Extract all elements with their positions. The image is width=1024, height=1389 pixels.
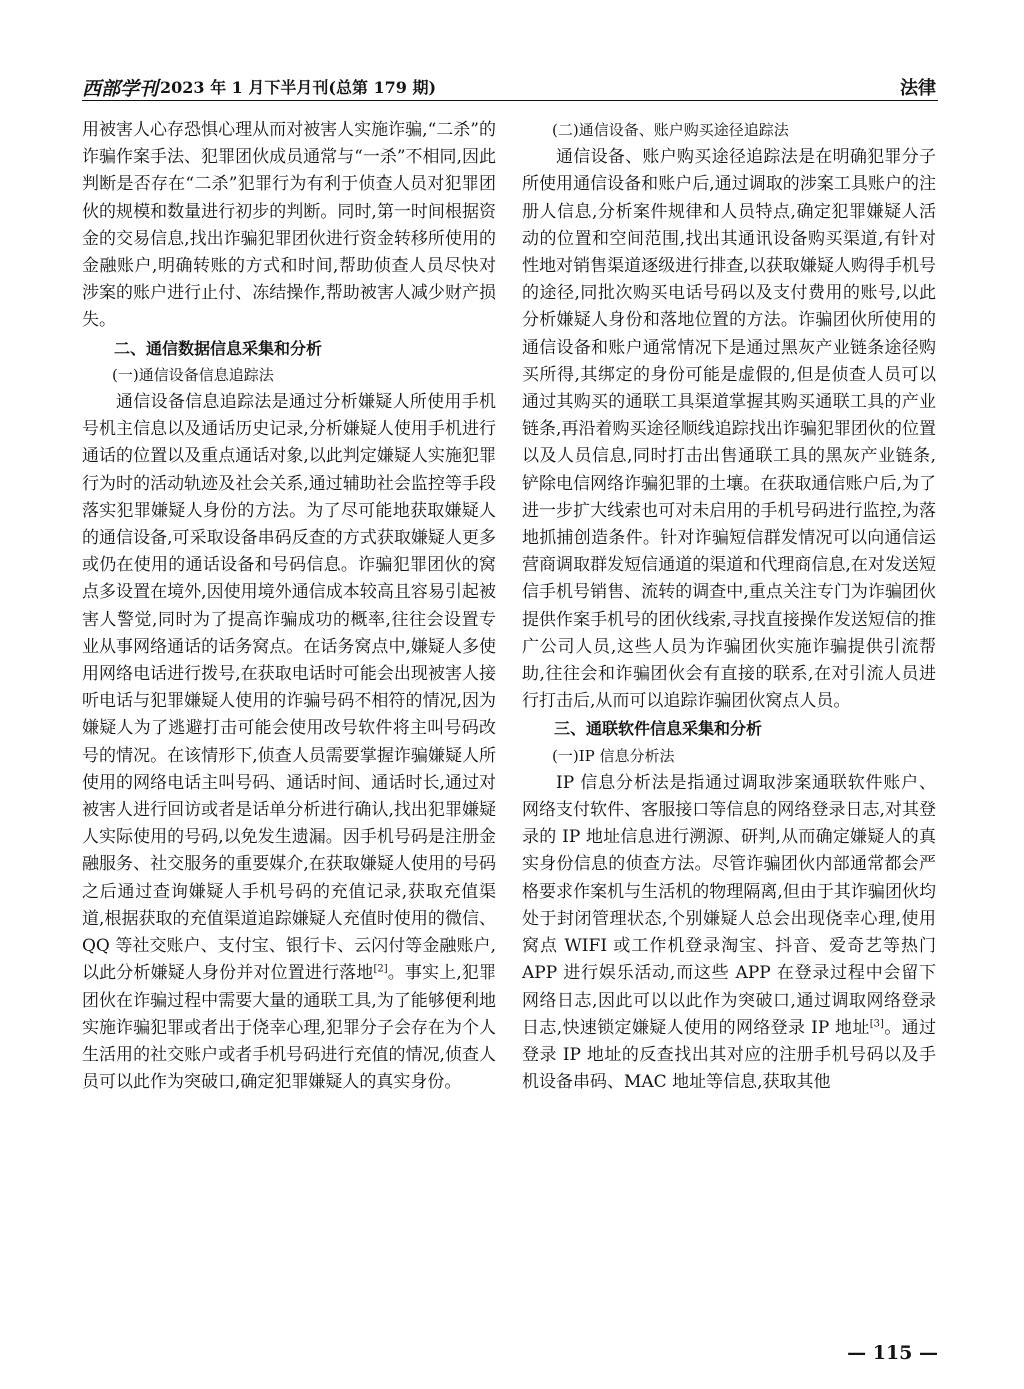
paragraph: 用被害人心存恐惧心理从而对被害人实施诈骗,“二杀”的诈骗作案手法、犯罪团伙成员通常与“一杀”不相同,因此判断是否存在“二杀”犯罪行为有利于侦查人员对犯罪团伙的规模和数量进行初步的判断。同时,第一时间根据资金的交易信息,找出诈骗犯罪团伙进行资金转移所使用的金融账户,明确转账的方式和时间,帮助侦查人员尽快对涉案的账户进行止付、冻结操作,帮助被害人减少财产损失。 [82,120,496,331]
journal-logo: 西部学刊 [82,78,159,100]
subsection-heading: (一)IP 信息分析法 [552,746,675,765]
subsection-heading: (二)通信设备、账户购买途径追踪法 [552,121,789,139]
paragraph-text: 。通过登录 IP 地址的反查找出其对应的注册手机号码以及手机设备串码、MAC 地址等信息,获取其他 [522,1017,936,1093]
page-header [82,70,938,100]
citation: [2] [373,963,388,975]
paragraph [522,770,936,1096]
section-heading: 二、通信数据信息采集和分析 [114,338,323,358]
issue-info: 2023 年 1 月下半月刊(总第 179 期) [160,78,437,97]
section-name: 法律 [900,78,936,99]
paragraph-text: 。事实上,犯罪团伙在诈骗过程中需要大量的通联工具,为了能够便利地实施诈骗犯罪或者出于侥幸心理,犯罪分子会存在为个人生活用的社交账户或者手机号码进行充值的情况,侦查人员可以此作为突破口,确定犯罪嫌疑人的真实身份。 [82,963,497,1093]
page-number: — 115 — [847,1342,938,1364]
citation: [3] [869,1018,884,1030]
section-heading: 三、通联软件信息采集和分析 [554,719,763,739]
paragraph: 通信设备、账户购买途径追踪法是在明确犯罪分子所使用通信设备和账户后,通过调取的涉案工具账户的注册人信息,分析案件规律和人员特点,确定犯罪嫌疑人活动的位置和空间范围,找出其通讯设备购买渠道,有针对性地对销售渠道逐级进行排查,以获取嫌疑人购得手机号的途径,同批次购买电话号码以及支付费用的账号,以此分析嫌疑人身份和落地位置的方法。诈骗团伙所使用的通信设备和账户通常情况下是通过黑灰产业链条途径购买所得,其绑定的身份可能是虚假的,但是侦查人员可以通过其购买的通联工具渠道掌握其购买通联工具的产业链条,再沿着购买途径顺线追踪找出诈骗犯罪团伙的位置以及人员信息,同时打击出售通联工具的黑灰产业链条,铲除电信网络诈骗犯罪的土壤。在获取通信账户后,为了进一步扩大线索也可对未启用的手机号码进行监控,为落地抓捕创造条件。针对诈骗短信群发情况可以向通信运营商调取群发短信通道的渠道和代理商信息,在对发送短信手机号销售、流转的调查中,重点关注专门为诈骗团伙提供作案手机号的团伙线索,寻找直接操作发送短信的推广公司人员,这些人员为诈骗团伙实施诈骗提供引流帮助,往往会和诈骗团伙会有直接的联系,在对引流人员进行打击后,从而可以追踪诈骗团伙窝点人员。 [522,147,936,712]
left-column [82,117,496,1096]
paragraph-text: 通信设备信息追踪法是通过分析嫌疑人所使用手机号机主信息以及通话历史记录,分析嫌疑人使用手机进行通话的位置以及重点通话对象,以此判定嫌疑人实施犯罪行为时的活动轨迹及社会关系,通过辅助社会监控等手段落实犯罪嫌疑人身份的方法。为了尽可能地获取嫌疑人的通信设备,可采取设备串码反查的方式获取嫌疑人更多或仍在使用的通话设备和号码信息。诈骗犯罪团伙的窝点多设置在境外,因使用境外通信成本较高且容易引起被害人警觉,同时为了提高诈骗成功的概率,往往会设置专业从事网络通话的话务窝点。在话务窝点中,嫌疑人多使用网络电话进行拨号,在获取电话时可能会出现被害人接听电话与犯罪嫌疑人使用的诈骗号码不相符的情况,因为嫌疑人为了逃避打击可能会使用改号软件将主叫号码改号的情况。在该情形下,侦查人员需要掌握诈骗嫌疑人所使用的网络电话主叫号码、通话时间、通话时长,通过对被害人进行回访或者是话单分析进行确认,找出犯罪嫌疑人实际使用的号码,以免发生遗漏。因手机号码是注册金融服务、社交服务的重要媒介,在获取嫌疑人使用的号码之后通过查询嫌疑人手机号码的充值记录,获取充值渠道,根据获取的充值渠道追踪嫌疑人充值时使用的微信、QQ 等社交账户、支付宝、银行卡、云闪付等金融账户,以此分析嫌疑人身份并对位置进行落地 [82,392,496,984]
right-column [522,117,936,1096]
subsection-heading: (一)通信设备信息追踪法 [112,365,274,384]
paragraph [82,389,496,1096]
paragraph-text: IP 信息分析法是指通过调取涉案通联软件账户、网络支付软件、客服接口等信息的网络登录日志,对其登录的 IP 地址信息进行溯源、研判,从而确定嫌疑人的真实身份信息的侦查方法。尽管诈骗团伙内部通常都会严格要求作案机与生活机的物理隔离,但由于其诈骗团伙均处于封闭管理状态,个别嫌疑人总会出现侥幸心理,使用窝点 WIFI 或工作机登录淘宝、抖音、爱奇艺等热门 APP 进行娱乐活动,而这些 APP 在登录过程中会留下网络日志,因此可以以此作为突破口,通过调取网络登录日志,快速锁定嫌疑人使用的网络登录 IP 地址 [522,772,936,1038]
header-rule [82,100,938,101]
